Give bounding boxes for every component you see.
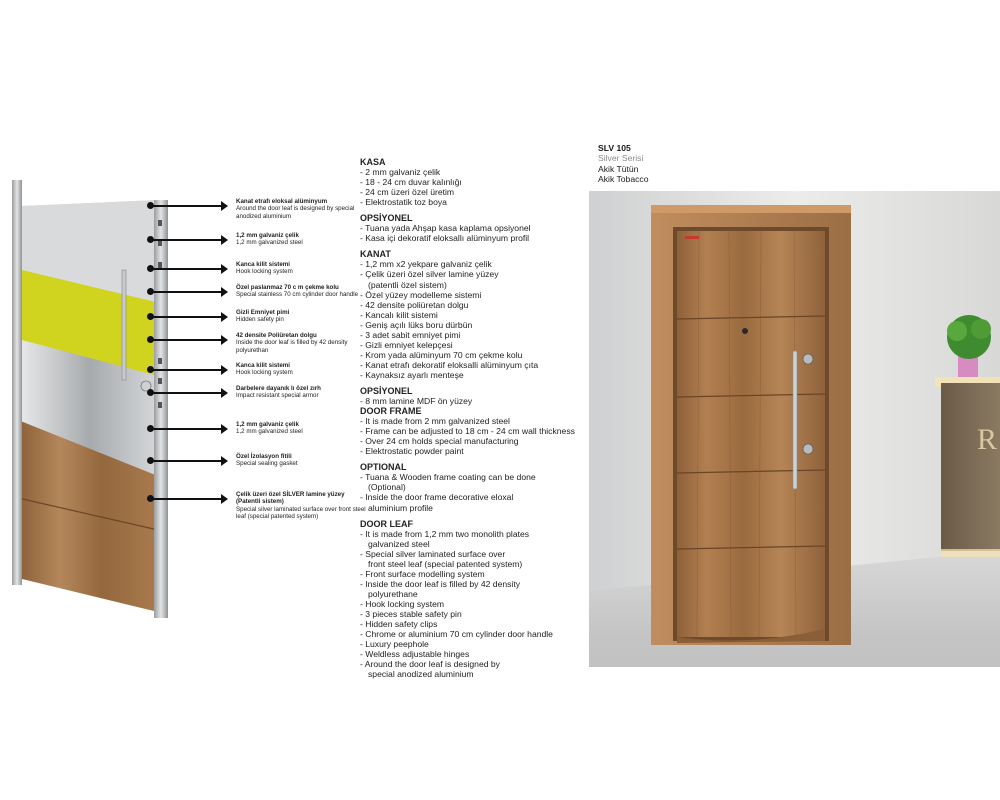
spec-item: - It is made from 2 mm galvanized steel: [360, 416, 510, 427]
section-heading-opsiyonel-2: OPSİYONEL: [360, 385, 413, 396]
product-label: [598, 143, 648, 185]
spec-item: - Elektrostatic powder paint: [360, 446, 464, 457]
spec-item: - Krom yada alüminyum 70 cm çekme kolu: [360, 349, 523, 360]
spec-item: special anodized aluminium: [368, 669, 474, 680]
svg-text:R: R: [977, 423, 998, 456]
spec-item: front steel leaf (special patented system): [368, 558, 523, 569]
callout-desc: 1,2 mm galvanized steel: [236, 428, 303, 436]
section-heading-kanat: KANAT: [360, 249, 391, 260]
spec-item: - 24 cm üzeri özel üretim: [360, 187, 455, 198]
component-callouts: [150, 190, 366, 550]
product-series: Silver Serisi: [598, 153, 644, 164]
spec-item: - Front surface modelling system: [360, 568, 485, 579]
callout-desc: Impact resistant special armor: [236, 392, 319, 400]
spec-item: - 2 mm galvaniz çelik: [360, 167, 441, 178]
spec-item: - Kanat etrafı dekoratif eloksalli alüminyum çıta: [360, 359, 539, 370]
spec-item: - Over 24 cm holds special manufacturing: [360, 436, 519, 447]
spec-item: - Kasa içi dekoratif eloksallı alüminyum profil: [360, 233, 530, 244]
spec-item: - Özel yüzey modelleme sistemi: [360, 289, 482, 300]
spec-item: - Chrome or aluminium 70 cm cylinder door handle: [360, 629, 553, 640]
section-heading-opsiyonel: OPSİYONEL: [360, 213, 413, 224]
spec-item: - Elektrostatik toz boya: [360, 197, 447, 208]
callout-title: Kanat etrafı eloksal alüminyum: [236, 198, 328, 205]
spec-item: - 18 - 24 cm duvar kalınlığı: [360, 177, 462, 188]
spec-item: - Tuana yada Ahşap kasa kaplama opsiyonel: [360, 223, 531, 234]
callout-title: 42 densite Poliüretan dolgu: [236, 332, 317, 339]
spec-list-door-leaf: [360, 529, 590, 680]
spec-item: - It is made from 1,2 mm two monolith plates: [360, 528, 530, 539]
callout-desc: Inside the door leaf is filled by 42 density polyurethan: [236, 339, 348, 354]
spec-item: aluminium profile: [368, 502, 433, 513]
section-heading-optional: OPTIONAL: [360, 462, 407, 473]
spec-list-opsiyonel: [360, 223, 590, 243]
spec-item: - Hook locking system: [360, 598, 445, 609]
spec-item: (Optional): [368, 482, 406, 493]
spec-item: - Inside the door frame decorative eloxal: [360, 492, 514, 503]
spec-item: - Special silver laminated surface over: [360, 548, 506, 559]
spec-item: - Gizli emniyet kelepçesi: [360, 339, 453, 350]
callout-title: 1,2 mm galvaniz çelik: [236, 232, 299, 239]
spec-list-optional: [360, 472, 590, 512]
spec-list-opsiyonel-2: [360, 396, 590, 406]
spec-item: - Frame can be adjusted to 18 cm - 24 cm wall thickness: [360, 426, 575, 437]
spec-item: - Hidden safety clips: [360, 619, 438, 630]
spec-list-door-frame: [360, 416, 590, 456]
section-heading-door-frame: DOOR FRAME: [360, 406, 422, 417]
callout-title: Kanca kilit sistemi: [236, 362, 290, 369]
spec-list-kasa: [360, 167, 590, 207]
spec-item: - Tuana & Wooden frame coating can be done: [360, 472, 536, 483]
spec-item: - Geniş açılı lüks boru dürbün: [360, 319, 473, 330]
product-color-tr: Akik Tütün: [598, 163, 639, 174]
specification-text: [360, 157, 590, 679]
spec-item: - 8 mm lamine MDF ön yüzey: [360, 396, 473, 407]
spec-list-kanat: [360, 259, 590, 380]
callout-desc: Hook locking system: [236, 369, 293, 377]
spec-item: - Inside the door leaf is filled by 42 density: [360, 578, 521, 589]
spec-item: - Around the door leaf is designed by: [360, 659, 500, 670]
callout-title: Gizli Emniyet pimi: [236, 309, 290, 316]
callout-title: Kanca kilit sistemi: [236, 261, 290, 268]
callout-desc: 1,2 mm galvanized steel: [236, 239, 303, 247]
callout-desc: Hidden safety pin: [236, 316, 284, 324]
spec-item: - Çelik üzeri özel silver lamine yüzey: [360, 269, 499, 280]
product-color-en: Akik Tobacco: [598, 174, 649, 185]
callout-desc: Around the door leaf is designed by special anodized aluminium: [236, 205, 355, 220]
spec-item: - 1,2 mm x2 yekpare galvaniz çelik: [360, 259, 492, 270]
spec-item: - 3 pieces stable safety pin: [360, 608, 462, 619]
spec-item: - Kancalı kilit sistemi: [360, 309, 438, 320]
spec-item: - 42 densite poliüretan dolgu: [360, 299, 469, 310]
callout-desc: Special silver laminated surface over front steel leaf (special patented system): [236, 505, 366, 521]
callout-desc: Special stainless 70 cm cylinder door handle: [236, 291, 359, 299]
spec-item: (patentli özel sistem): [368, 279, 447, 290]
spec-item: - Kaynaksız ayarlı menteşe: [360, 369, 464, 380]
spec-item: - 3 adet sabit emniyet pimi: [360, 329, 461, 340]
callout-title: Özel İzolasyon fitili: [236, 453, 292, 460]
section-heading-door-leaf: DOOR LEAF: [360, 518, 413, 529]
callout-desc: Special sealing gasket: [236, 460, 298, 468]
section-heading-kasa: KASA: [360, 157, 386, 167]
door-room-photo: [589, 191, 1000, 667]
spec-item: galvanized steel: [368, 538, 430, 549]
spec-item: - Luxury peephole: [360, 639, 429, 650]
callout-desc: Hook locking system: [236, 268, 293, 276]
product-code: SLV 105: [598, 143, 631, 153]
spec-item: polyurethane: [368, 588, 418, 599]
callout-title: Çelik üzeri özel SİLVER lamine yüzey (Patentli sistem): [236, 491, 345, 506]
spec-item: - Weldless adjustable hinges: [360, 649, 470, 660]
callout-title: Darbelere dayanık lı özel zırh: [236, 385, 321, 392]
callout-title: Özel paslanmaz 70 c m çekme kolu: [236, 284, 339, 291]
callout-title: 1,2 mm galvaniz çelik: [236, 421, 299, 428]
